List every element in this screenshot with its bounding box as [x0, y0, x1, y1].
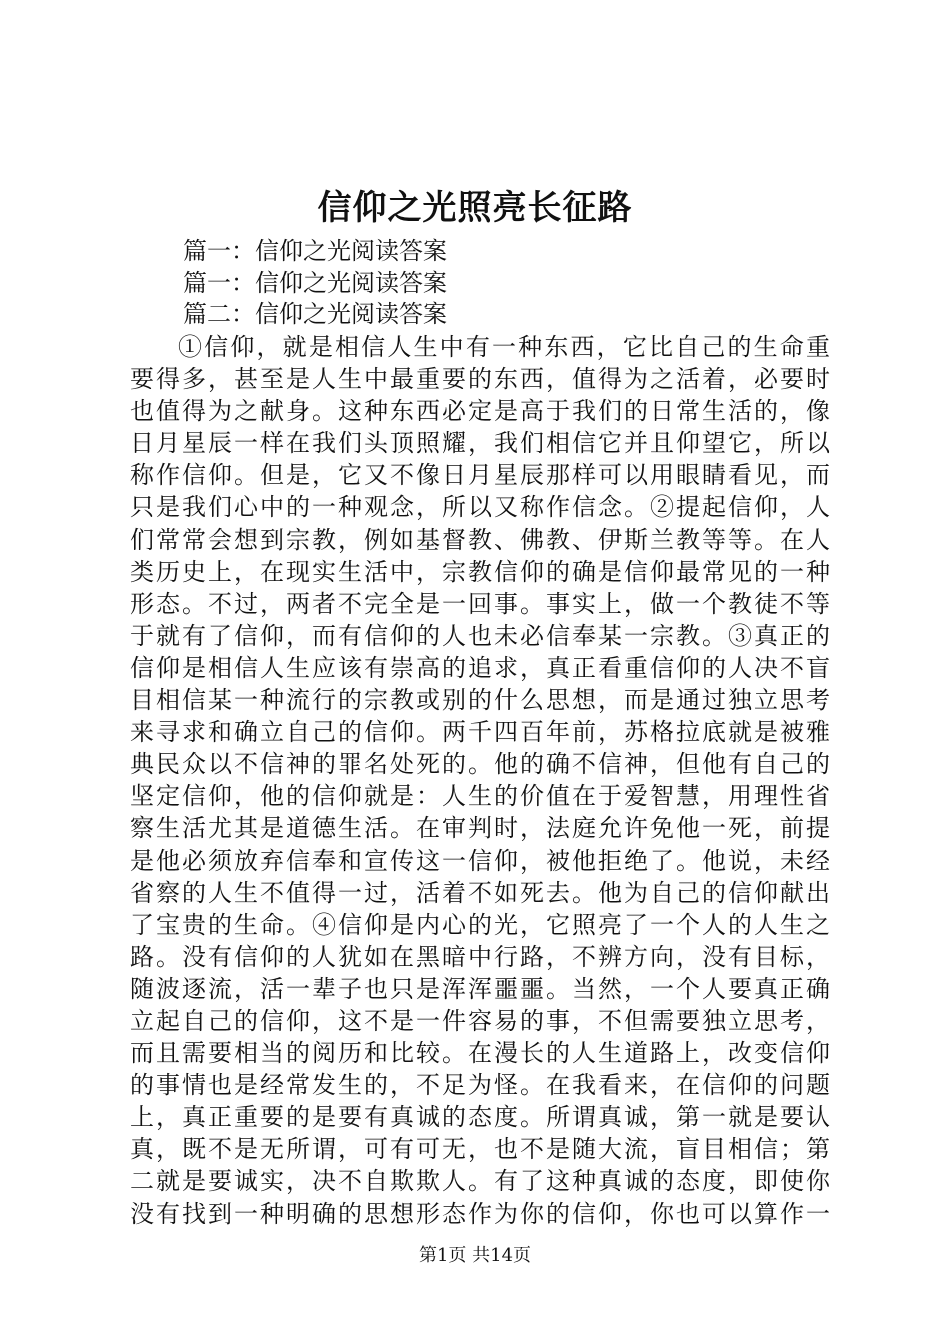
toc-list	[183, 236, 447, 331]
body-line: 省察的人生不值得一过，活着不如死去。他为自己的信仰献出	[130, 878, 830, 907]
body-line: 信仰是相信人生应该有崇高的追求，真正看重信仰的人决不盲	[130, 653, 830, 682]
body-line: 坚定信仰，他的信仰就是：人生的价值在于爱智慧，用理性省	[130, 782, 830, 811]
body-line: 察生活尤其是道德生活。在审判时，法庭允许免他一死，前提	[130, 814, 830, 843]
body-line: 的事情也是经常发生的，不足为怪。在我看来，在信仰的问题	[130, 1071, 830, 1100]
body-line: 上，真正重要的是要有真诚的态度。所谓真诚，第一就是要认	[130, 1103, 830, 1132]
body-line: 们常常会想到宗教，例如基督教、佛教、伊斯兰教等等。在人	[130, 525, 830, 554]
body-line: 来寻求和确立自己的信仰。两千四百年前，苏格拉底就是被雅	[130, 718, 830, 747]
body-line: 类历史上，在现实生活中，宗教信仰的确是信仰最常见的一种	[130, 557, 830, 586]
document-title: 信仰之光照亮长征路	[317, 188, 633, 228]
body-line: ①信仰，就是相信人生中有一种东西，它比自己的生命重	[178, 333, 830, 361]
body-line: 随波逐流，活一辈子也只是浑浑噩噩。当然，一个人要真正确	[130, 974, 830, 1003]
page-number-footer: 第1页 共14页	[418, 1245, 532, 1266]
body-line: 要得多，甚至是人生中最重要的东西，值得为之活着，必要时	[130, 365, 830, 394]
body-line: 日月星辰一样在我们头顶照耀，我们相信它并且仰望它，所以	[130, 429, 830, 458]
body-line: 而且需要相当的阅历和比较。在漫长的人生道路上，改变信仰	[130, 1039, 830, 1068]
body-line: 典民众以不信神的罪名处死的。他的确不信神，但他有自己的	[130, 750, 830, 779]
body-paragraph	[130, 331, 830, 1230]
body-line: 立起自己的信仰，这不是一件容易的事，不但需要独立思考，	[130, 1006, 830, 1035]
toc-item: 篇一：信仰之光阅读答案	[183, 268, 447, 297]
body-line: 也值得为之献身。这种东西必定是高于我们的日常生活的，像	[130, 397, 830, 426]
body-line: 只是我们心中的一种观念，所以又称作信念。②提起信仰，人	[130, 493, 830, 522]
body-line: 了宝贵的生命。④信仰是内心的光，它照亮了一个人的人生之	[130, 910, 830, 939]
body-line: 二就是要诚实，决不自欺欺人。有了这种真诚的态度，即使你	[130, 1167, 830, 1196]
toc-item: 篇二：信仰之光阅读答案	[183, 300, 447, 328]
body-line: 形态。不过，两者不完全是一回事。事实上，做一个教徒不等	[130, 589, 830, 618]
body-line: 称作信仰。但是，它又不像日月星辰那样可以用眼睛看见，而	[130, 461, 830, 490]
body-line: 目相信某一种流行的宗教或别的什么思想，而是通过独立思考	[130, 686, 830, 715]
body-line: 于就有了信仰，而有信仰的人也未必信奉某一宗教。③真正的	[130, 621, 830, 650]
body-line: 真，既不是无所谓，可有可无，也不是随大流，盲目相信；第	[130, 1135, 830, 1164]
body-line: 没有找到一种明确的思想形态作为你的信仰，你也可以算作一	[130, 1199, 830, 1228]
body-line: 路。没有信仰的人犹如在黑暗中行路，不辨方向，没有目标，	[130, 942, 830, 971]
toc-item: 篇一：信仰之光阅读答案	[183, 237, 447, 265]
body-line: 是他必须放弃信奉和宣传这一信仰，被他拒绝了。他说，未经	[130, 846, 830, 875]
